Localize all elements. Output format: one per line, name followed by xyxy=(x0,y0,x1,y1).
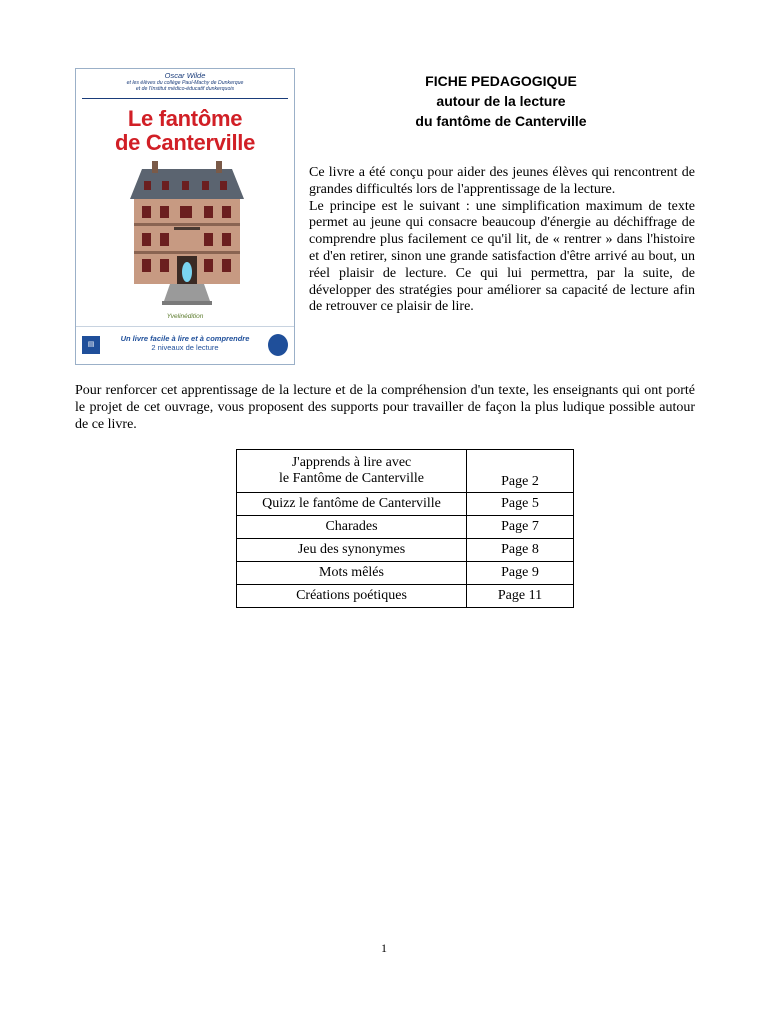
contents-table xyxy=(236,449,574,608)
table-cell-page: Page 7 xyxy=(467,516,574,539)
table-row xyxy=(237,516,574,539)
intro-text xyxy=(309,165,695,316)
intro-paragraph-2: Le principe est le suivant : une simplification maximum de texte permet au jeune qui consacre beaucoup d'énergie au déchiffrage de comprendre plus facilement ce qu'il lit, de « rentrer » dans l'histoire et d'en retirer, sinon une grande satisfaction d'être arrivé au bout, un réel plaisir de lecture. Ce qui lui permettra, par la suite, de développer des stratégies pour améliorer sa capacité de lecture afin de retrouver ce plaisir de lire. xyxy=(309,198,695,315)
table-cell-label: Créations poétiques xyxy=(237,585,467,608)
cover-title-line2: de Canterville xyxy=(114,130,256,155)
book-logo-icon: ▤ xyxy=(82,336,100,354)
cover-tagline-sub: 2 niveaux de lecture xyxy=(151,343,219,352)
table-cell-label: Quizz le fantôme de Canterville xyxy=(237,493,467,516)
cover-credits xyxy=(76,69,294,99)
heading-line3: du fantôme de Canterville xyxy=(415,113,587,129)
table-row xyxy=(237,585,574,608)
cover-publisher: Yvelinédition xyxy=(166,313,204,320)
table-cell-page: Page 11 xyxy=(467,585,574,608)
cover-tagline-main: Un livre facile à lire et à comprendre xyxy=(120,334,250,343)
table-row xyxy=(237,562,574,585)
heading-line1: FICHE PEDAGOGIQUE xyxy=(425,73,577,89)
heading-line2: autour de la lecture xyxy=(436,93,566,109)
page-number: 1 xyxy=(381,941,387,955)
cover-credits-line1: et les élèves du collège Paul-Machy de Dunkerque xyxy=(126,80,244,86)
book-cover xyxy=(75,68,295,365)
row-label-line1: J'apprends à lire avec xyxy=(291,455,412,470)
house-illustration xyxy=(122,161,252,311)
body-paragraph: Pour renforcer cet apprentissage de la lecture et de la compréhension d'un texte, les enseignants qui ont porté le projet de cet ouvrage, vous proposent des supports pour travailler de façon la plus ludique possible autour de ce livre. xyxy=(75,383,695,432)
table-row xyxy=(237,450,574,493)
table-cell-page: Page 8 xyxy=(467,539,574,562)
table-row xyxy=(237,539,574,562)
table-cell-label: Mots mêlés xyxy=(237,562,467,585)
table-cell-label xyxy=(237,450,467,493)
table-cell-label: Charades xyxy=(237,516,467,539)
head-logo-icon xyxy=(268,334,288,356)
cover-divider xyxy=(82,98,288,99)
intro-paragraph-1: Ce livre a été conçu pour aider des jeunes élèves qui rencontrent de grandes difficultés lors de l'apprentissage de la lecture. xyxy=(309,165,695,197)
cover-tagline xyxy=(104,334,266,352)
table-cell-label: Jeu des synonymes xyxy=(237,539,467,562)
cover-author: Oscar Wilde xyxy=(164,71,206,80)
table-cell-page: Page 9 xyxy=(467,562,574,585)
cover-credits-line2: et de l'Institut médico-éducatif dunkerquois xyxy=(135,86,235,93)
row-label-line2: le Fantôme de Canterville xyxy=(278,471,424,486)
table-cell-page: Page 5 xyxy=(467,493,574,516)
table-cell-page: Page 2 xyxy=(467,450,574,493)
table-row xyxy=(237,493,574,516)
cover-bottom-band xyxy=(76,326,294,364)
cover-title-line1: Le fantôme xyxy=(127,106,243,131)
cover-title xyxy=(76,107,294,155)
page-heading xyxy=(306,71,696,131)
